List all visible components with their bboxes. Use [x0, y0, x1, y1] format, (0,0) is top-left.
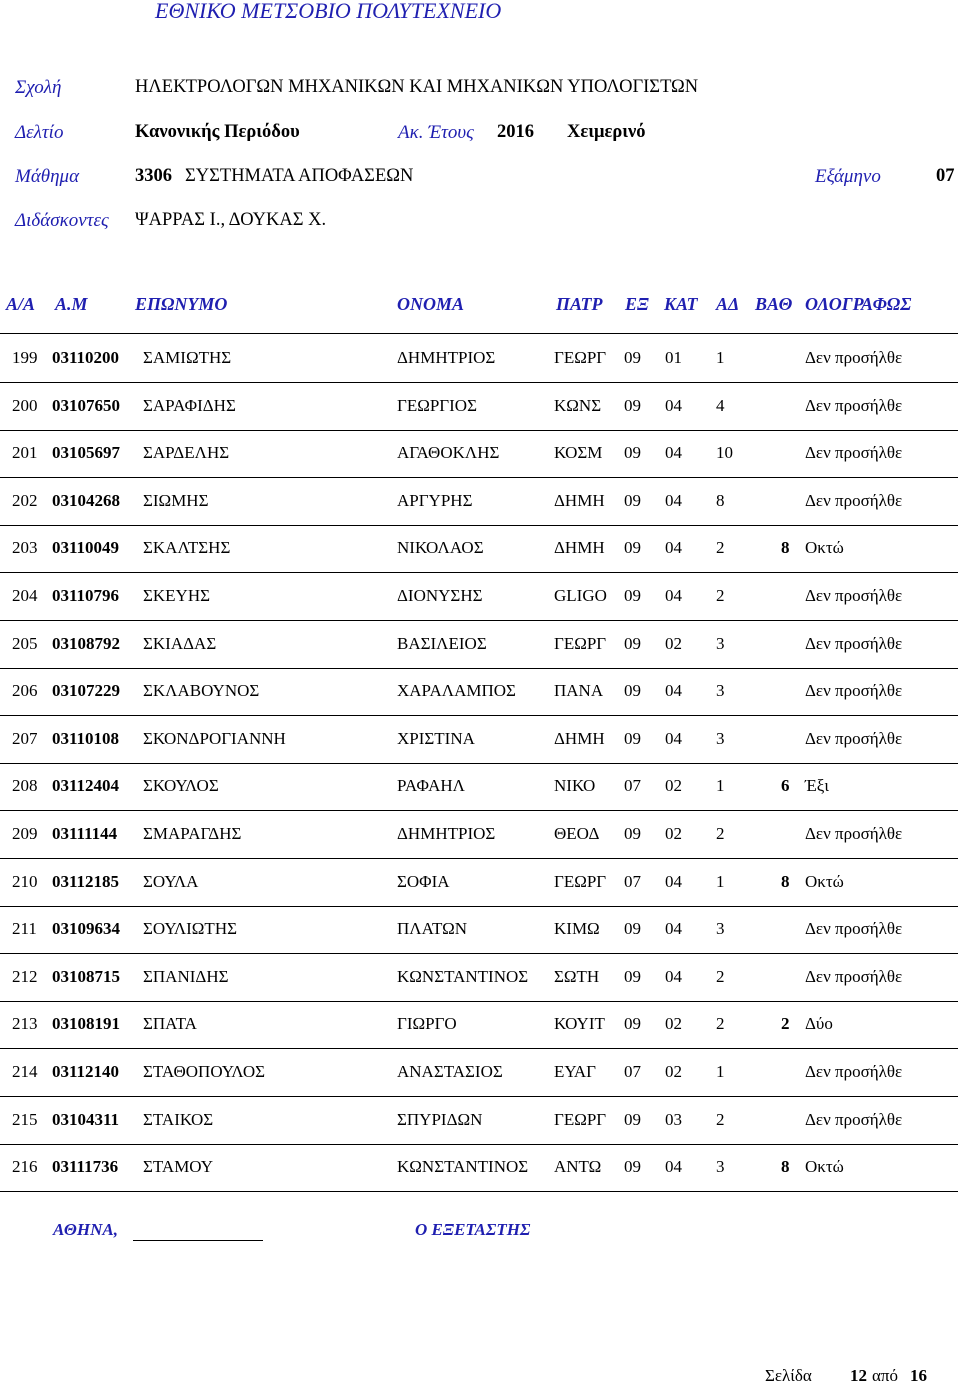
cell-am: 03110796	[52, 586, 120, 605]
cell-category: 04	[665, 490, 682, 510]
cell-aa: 205	[12, 633, 38, 653]
cell-semester: 09	[624, 681, 641, 701]
cell-semester: 07	[624, 871, 641, 891]
cell-category: 04	[665, 1157, 682, 1177]
cell-category: 04	[665, 728, 682, 748]
col-aa: Α/Α	[6, 294, 36, 314]
cell-aa: 207	[12, 728, 38, 748]
cell-father: ΔΗΜΗ	[554, 538, 605, 558]
cell-ad: 3	[716, 633, 725, 653]
cell-aa: 199	[12, 348, 38, 367]
cell-surname: ΣΟΥΛΑ	[143, 871, 199, 891]
instructors-value: ΨΑΡΡΑΣ Ι., ΔΟΥΚΑΣ Χ.	[135, 210, 327, 230]
cell-father: ΓΕΩΡΓ	[554, 871, 607, 891]
report-label: Δελτίο	[15, 122, 64, 143]
cell-category: 03	[665, 1109, 682, 1129]
cell-am: 03111144	[52, 824, 118, 843]
semester-value: 07	[936, 166, 955, 186]
cell-words: Δεν προσήλθε	[805, 1109, 903, 1129]
row-divider	[0, 1096, 958, 1097]
cell-surname: ΣΚΟΝΔΡΟΓΙΑΝΝΗ	[143, 728, 286, 748]
row-divider	[0, 1001, 958, 1002]
cell-surname: ΣΑΜΙΩΤΗΣ	[143, 348, 232, 367]
cell-ad: 3	[716, 1157, 725, 1177]
cell-father: ΠΑΝΑ	[554, 681, 604, 701]
cell-am: 03108792	[52, 633, 120, 653]
cell-words: Δεν προσήλθε	[805, 919, 903, 939]
cell-ad: 2	[716, 966, 725, 986]
cell-am: 03107650	[52, 395, 120, 415]
city-label: ΑΘΗΝΑ,	[53, 1220, 118, 1239]
cell-am: 03112185	[52, 871, 120, 891]
cell-category: 01	[665, 348, 682, 367]
season-value: Χειμερινό	[567, 122, 646, 142]
cell-am: 03105697	[52, 443, 120, 463]
cell-grade: 8	[781, 871, 790, 891]
cell-am: 03112140	[52, 1062, 120, 1081]
cell-grade: 8	[781, 538, 790, 558]
page-of: από	[872, 1366, 898, 1385]
cell-semester: 09	[624, 728, 641, 748]
year-label: Ακ. Έτους	[398, 122, 474, 143]
row-divider	[0, 715, 958, 716]
cell-aa: 200	[12, 395, 38, 415]
cell-ad: 3	[716, 919, 725, 939]
cell-semester: 09	[624, 1157, 641, 1177]
cell-aa: 208	[12, 776, 38, 796]
cell-ad: 2	[716, 1014, 725, 1034]
cell-words: Δεν προσήλθε	[805, 348, 903, 367]
cell-father: ΓΕΩΡΓ	[554, 1109, 607, 1129]
cell-father: ΓΕΩΡΓ	[554, 633, 607, 653]
cell-am: 03112404	[52, 776, 120, 796]
cell-category: 04	[665, 586, 682, 605]
cell-surname: ΣΚΕΥΗΣ	[143, 586, 211, 605]
cell-name: ΔΗΜΗΤΡΙΟΣ	[397, 348, 496, 367]
cell-surname: ΣΟΥΛΙΩΤΗΣ	[143, 919, 237, 939]
col-father: ΠΑΤΡ	[556, 294, 603, 314]
cell-grade: 6	[781, 776, 790, 796]
page-label: Σελίδα	[765, 1366, 812, 1385]
row-divider	[0, 858, 958, 859]
cell-ad: 10	[716, 443, 733, 463]
report-value: Κανονικής Περιόδου	[135, 122, 300, 142]
cell-category: 04	[665, 681, 682, 701]
cell-am: 03110049	[52, 538, 120, 558]
col-am: Α.Μ	[55, 294, 88, 314]
cell-category: 04	[665, 538, 682, 558]
cell-semester: 09	[624, 348, 641, 367]
cell-grade: 2	[781, 1014, 790, 1034]
cell-aa: 202	[12, 490, 38, 510]
cell-semester: 09	[624, 443, 641, 463]
semester-label: Εξάμηνο	[815, 166, 881, 187]
col-category: ΚΑΤ	[664, 294, 698, 314]
cell-name: ΧΑΡΑΛΑΜΠΟΣ	[397, 681, 516, 701]
course-name: ΣΥΣΤΗΜΑΤΑ ΑΠΟΦΑΣΕΩΝ	[185, 166, 414, 186]
col-ad: ΑΔ	[716, 294, 740, 314]
institution-title: ΕΘΝΙΚΟ ΜΕΤΣΟΒΙΟ ΠΟΛΥΤΕΧΝΕΙΟ	[155, 0, 502, 23]
cell-ad: 3	[716, 681, 725, 701]
cell-semester: 07	[624, 1062, 641, 1081]
page-current: 12	[850, 1366, 867, 1385]
cell-words: Δεν προσήλθε	[805, 681, 903, 701]
cell-am: 03104268	[52, 490, 120, 510]
header-divider	[0, 333, 958, 334]
cell-name: ΑΡΓΥΡΗΣ	[397, 490, 473, 510]
cell-surname: ΣΠΑΤΑ	[143, 1014, 197, 1034]
cell-words: Δεν προσήλθε	[805, 1062, 903, 1081]
cell-surname: ΣΚΟΥΛΟΣ	[143, 776, 219, 796]
cell-words: Οκτώ	[805, 538, 844, 558]
cell-name: ΔΗΜΗΤΡΙΟΣ	[397, 824, 496, 843]
cell-surname: ΣΤΑΘΟΠΟΥΛΟΣ	[143, 1062, 266, 1081]
cell-ad: 2	[716, 1109, 725, 1129]
cell-ad: 1	[716, 871, 725, 891]
cell-aa: 214	[12, 1062, 38, 1081]
cell-name: ΠΛΑΤΩΝ	[397, 919, 468, 939]
course-label: Μάθημα	[15, 166, 80, 187]
row-divider	[0, 1048, 958, 1049]
cell-am: 03109634	[52, 919, 120, 939]
cell-father: ΝΙΚΟ	[554, 776, 596, 796]
cell-name: ΡΑΦΑΗΛ	[397, 776, 465, 796]
cell-father: ΔΗΜΗ	[554, 728, 605, 748]
cell-am: 03108191	[52, 1014, 120, 1034]
cell-category: 04	[665, 443, 682, 463]
cell-category: 02	[665, 776, 682, 796]
cell-semester: 09	[624, 633, 641, 653]
cell-name: ΝΙΚΟΛΑΟΣ	[397, 538, 484, 558]
cell-name: ΧΡΙΣΤΙΝΑ	[397, 728, 475, 748]
cell-words: Οκτώ	[805, 1157, 844, 1177]
cell-father: ΚΙΜΩ	[554, 919, 600, 939]
cell-am: 03110108	[52, 728, 120, 748]
cell-semester: 09	[624, 824, 641, 843]
cell-aa: 216	[12, 1157, 38, 1177]
year-value: 2016	[497, 122, 534, 142]
cell-category: 02	[665, 1014, 682, 1034]
cell-surname: ΣΤΑΙΚΟΣ	[143, 1109, 214, 1129]
cell-ad: 2	[716, 538, 725, 558]
cell-surname: ΣΑΡΑΦΙΔΗΣ	[143, 395, 236, 415]
cell-name: ΣΟΦΙΑ	[397, 871, 450, 891]
cell-name: ΚΩΝΣΤΑΝΤΙΝΟΣ	[397, 966, 529, 986]
instructors-label: Διδάσκοντες	[15, 210, 109, 231]
cell-surname: ΣΜΑΡΑΓΔΗΣ	[143, 824, 242, 843]
cell-ad: 2	[716, 586, 725, 605]
course-code: 3306	[135, 166, 172, 186]
col-grade: ΒΑΘ	[755, 294, 793, 314]
cell-semester: 09	[624, 586, 641, 605]
cell-name: ΑΝΑΣΤΑΣΙΟΣ	[397, 1062, 503, 1081]
cell-am: 03108715	[52, 966, 120, 986]
cell-words: Δύο	[805, 1014, 833, 1034]
cell-am: 03107229	[52, 681, 120, 701]
cell-aa: 212	[12, 966, 38, 986]
row-divider	[0, 620, 958, 621]
cell-category: 02	[665, 824, 682, 843]
date-signature-line	[133, 1240, 263, 1241]
col-surname: ΕΠΩΝΥΜΟ	[135, 294, 228, 314]
cell-aa: 206	[12, 681, 38, 701]
cell-words: Δεν προσήλθε	[805, 443, 903, 463]
cell-words: Δεν προσήλθε	[805, 490, 903, 510]
cell-ad: 1	[716, 1062, 725, 1081]
cell-surname: ΣΚΙΑΔΑΣ	[143, 633, 217, 653]
cell-father: ΓΕΩΡΓ	[554, 348, 607, 367]
cell-words: Δεν προσήλθε	[805, 586, 903, 605]
row-divider	[0, 906, 958, 907]
cell-father: ΔΗΜΗ	[554, 490, 605, 510]
cell-father: ΘΕΟΔ	[554, 824, 600, 843]
cell-semester: 09	[624, 966, 641, 986]
cell-surname: ΣΠΑΝΙΔΗΣ	[143, 966, 229, 986]
row-divider	[0, 430, 958, 431]
cell-grade: 8	[781, 1157, 790, 1177]
col-name: ΟΝΟΜΑ	[397, 294, 465, 314]
row-divider	[0, 763, 958, 764]
row-divider	[0, 382, 958, 383]
cell-name: ΒΑΣΙΛΕΙΟΣ	[397, 633, 487, 653]
cell-father: GLIGO	[554, 586, 607, 605]
cell-ad: 1	[716, 776, 725, 796]
cell-category: 04	[665, 395, 682, 415]
cell-aa: 210	[12, 871, 38, 891]
cell-name: ΣΠΥΡΙΔΩΝ	[397, 1109, 483, 1129]
school-label: Σχολή	[15, 77, 62, 98]
row-divider	[0, 1144, 958, 1145]
row-divider	[0, 572, 958, 573]
cell-father: ΚΟΣΜ	[554, 443, 603, 463]
school-value: ΗΛΕΚΤΡΟΛΟΓΩΝ ΜΗΧΑΝΙΚΩΝ ΚΑΙ ΜΗΧΑΝΙΚΩΝ ΥΠΟΛΟΓΙΣΤΩΝ	[135, 77, 699, 97]
col-words: ΟΛΟΓΡΑΦΩΣ	[805, 294, 912, 314]
cell-words: Οκτώ	[805, 871, 844, 891]
page-total: 16	[910, 1366, 927, 1385]
cell-am: 03110200	[52, 348, 120, 367]
row-divider	[0, 810, 958, 811]
cell-semester: 09	[624, 1109, 641, 1129]
cell-aa: 201	[12, 443, 38, 463]
col-semester: ΕΞ	[625, 294, 649, 314]
row-divider	[0, 477, 958, 478]
cell-words: Δεν προσήλθε	[805, 633, 903, 653]
cell-father: ΚΟΥΙΤ	[554, 1014, 605, 1034]
cell-name: ΔΙΟΝΥΣΗΣ	[397, 586, 483, 605]
cell-father: ΕΥΑΓ	[554, 1062, 596, 1081]
cell-words: Δεν προσήλθε	[805, 966, 903, 986]
cell-father: ΚΩΝΣ	[554, 395, 602, 415]
cell-ad: 2	[716, 824, 725, 843]
cell-words: Έξι	[805, 776, 829, 796]
cell-category: 04	[665, 919, 682, 939]
cell-aa: 211	[12, 919, 37, 939]
row-divider	[0, 668, 958, 669]
cell-ad: 8	[716, 490, 725, 510]
cell-category: 04	[665, 966, 682, 986]
cell-aa: 215	[12, 1109, 38, 1129]
cell-surname: ΣΚΑΛΤΣΗΣ	[143, 538, 231, 558]
cell-aa: 204	[12, 586, 38, 605]
examiner-label: Ο ΕΞΕΤΑΣΤΗΣ	[415, 1220, 531, 1239]
cell-words: Δεν προσήλθε	[805, 728, 903, 748]
cell-category: 02	[665, 633, 682, 653]
cell-category: 04	[665, 871, 682, 891]
cell-category: 02	[665, 1062, 682, 1081]
row-divider	[0, 1191, 958, 1192]
cell-semester: 09	[624, 538, 641, 558]
cell-words: Δεν προσήλθε	[805, 824, 903, 843]
cell-am: 03111736	[52, 1157, 119, 1177]
cell-am: 03104311	[52, 1109, 120, 1129]
cell-father: ΑΝΤΩ	[554, 1157, 602, 1177]
cell-surname: ΣΑΡΔΕΛΗΣ	[143, 443, 230, 463]
row-divider	[0, 525, 958, 526]
cell-surname: ΣΤΑΜΟΥ	[143, 1157, 214, 1177]
cell-semester: 09	[624, 1014, 641, 1034]
row-divider	[0, 953, 958, 954]
cell-ad: 3	[716, 728, 725, 748]
cell-name: ΓΙΩΡΓΟ	[397, 1014, 457, 1034]
cell-name: ΚΩΝΣΤΑΝΤΙΝΟΣ	[397, 1157, 529, 1177]
cell-semester: 07	[624, 776, 641, 796]
cell-words: Δεν προσήλθε	[805, 395, 903, 415]
cell-surname: ΣΙΩΜΗΣ	[143, 490, 209, 510]
cell-father: ΣΩΤΗ	[554, 966, 600, 986]
cell-surname: ΣΚΛΑΒΟΥΝΟΣ	[143, 681, 260, 701]
cell-name: ΑΓΑΘΟΚΛΗΣ	[397, 443, 500, 463]
cell-aa: 203	[12, 538, 38, 558]
cell-semester: 09	[624, 490, 641, 510]
cell-name: ΓΕΩΡΓΙΟΣ	[397, 395, 477, 415]
cell-aa: 213	[12, 1014, 38, 1034]
cell-semester: 09	[624, 919, 641, 939]
cell-semester: 09	[624, 395, 641, 415]
cell-ad: 1	[716, 348, 725, 367]
cell-ad: 4	[716, 395, 725, 415]
cell-aa: 209	[12, 824, 38, 843]
